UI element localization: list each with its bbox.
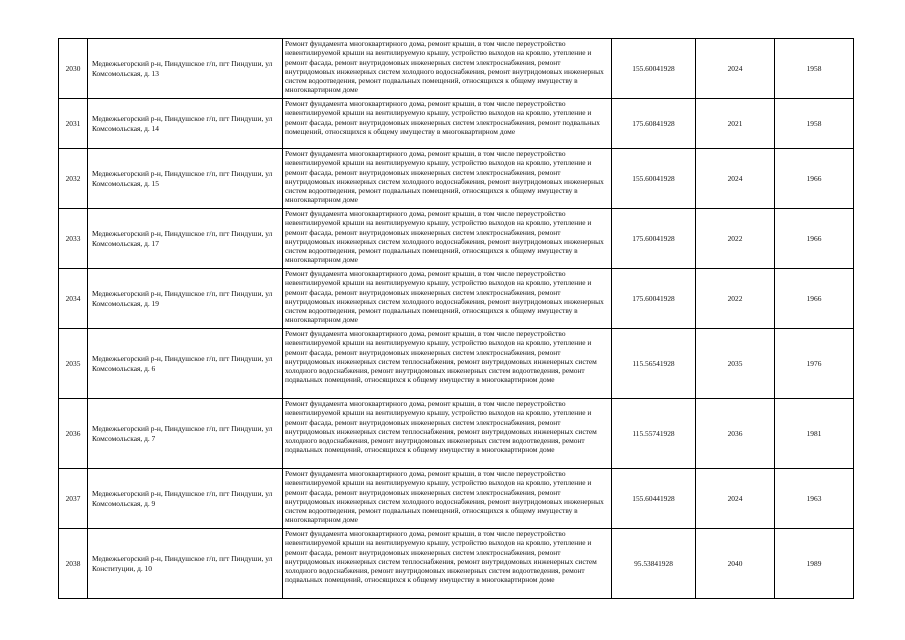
- build-year-cell: 1966: [775, 269, 854, 329]
- address-cell: Медвежьегорский р-н, Пиндушское г/п, пгт Пиндуши, ул Конституции, д. 10: [88, 529, 283, 599]
- row-number: 2033: [59, 209, 88, 269]
- address-cell: Медвежьегорский р-н, Пиндушское г/п, пгт Пиндуши, ул Комсомольская, д. 7: [88, 399, 283, 469]
- planned-year-cell: 2021: [696, 99, 775, 149]
- works-description-cell: Ремонт фундамента многоквартирного дома, ремонт крыши, в том числе переустройство невентилируемой крыши на вентилируемую крышу, устройство выходов на кровлю, утепление и ремонт фасада, ремонт внутридомовых инженерных систем электроснабжения, ремонт внутридомовых инженерных систем холодного водоснабжения, ремонт внутридомовых инженерных систем водоотведения, ремонт подвальных помещений, относящихся к общему имуществу в многоквартирном доме: [283, 469, 612, 529]
- row-number: 2037: [59, 469, 88, 529]
- works-description-cell: Ремонт фундамента многоквартирного дома, ремонт крыши, в том числе переустройство невентилируемой крыши на вентилируемую крышу, устройство выходов на кровлю, утепление и ремонт фасада, ремонт внутридомовых инженерных систем электроснабжения, ремонт внутридомовых инженерных систем теплоснабжения, ремонт внутридомовых инженерных систем холодного водоснабжения, ремонт внутридомовых инженерных систем водоотведения, ремонт подвальных помещений, относящихся к общему имуществу в многоквартирном доме: [283, 529, 612, 599]
- planned-year-cell: 2024: [696, 149, 775, 209]
- planned-year-cell: 2022: [696, 269, 775, 329]
- build-year-cell: 1958: [775, 99, 854, 149]
- table-row: [59, 39, 854, 99]
- table-row: [59, 269, 854, 329]
- table-row: [59, 399, 854, 469]
- table-body: [59, 39, 854, 599]
- table-row: [59, 149, 854, 209]
- build-year-cell: 1963: [775, 469, 854, 529]
- row-number: 2038: [59, 529, 88, 599]
- row-number: 2036: [59, 399, 88, 469]
- table-row: [59, 469, 854, 529]
- planned-year-cell: 2035: [696, 329, 775, 399]
- repair-schedule-table: [58, 38, 854, 599]
- table-row: [59, 329, 854, 399]
- works-description-cell: Ремонт фундамента многоквартирного дома, ремонт крыши, в том числе переустройство невентилируемой крыши на вентилируемую крышу, устройство выходов на кровлю, утепление и ремонт фасада, ремонт внутридомовых инженерных систем электроснабжения, ремонт внутридомовых инженерных систем теплоснабжения, ремонт внутридомовых инженерных систем холодного водоснабжения, ремонт внутридомовых инженерных систем водоотведения, ремонт подвальных помещений, относящихся к общему имуществу в многоквартирном доме: [283, 329, 612, 399]
- works-description-cell: Ремонт фундамента многоквартирного дома, ремонт крыши, в том числе переустройство невентилируемой крыши на вентилируемую крышу, устройство выходов на кровлю, утепление и ремонт фасада, ремонт внутридомовых инженерных систем электроснабжения, ремонт внутридомовых инженерных систем холодного водоснабжения, ремонт внутридомовых инженерных систем водоотведения, ремонт подвальных помещений, относящихся к общему имуществу в многоквартирном доме: [283, 39, 612, 99]
- cost-cell: 155.60041928: [612, 39, 696, 99]
- cost-cell: 115.56541928: [612, 329, 696, 399]
- address-cell: Медвежьегорский р-н, Пиндушское г/п, пгт Пиндуши, ул Комсомольская, д. 13: [88, 39, 283, 99]
- table-row: [59, 99, 854, 149]
- cost-cell: 175.60041928: [612, 209, 696, 269]
- works-description-cell: Ремонт фундамента многоквартирного дома, ремонт крыши, в том числе переустройство невентилируемой крыши на вентилируемую крышу, устройство выходов на кровлю, утепление и ремонт фасада, ремонт внутридомовых инженерных систем электроснабжения, ремонт внутридомовых инженерных систем холодного водоснабжения, ремонт внутридомовых инженерных систем водоотведения, ремонт подвальных помещений, относящихся к общему имуществу в многоквартирном доме: [283, 149, 612, 209]
- row-number: 2034: [59, 269, 88, 329]
- address-cell: Медвежьегорский р-н, Пиндушское г/п, пгт Пиндуши, ул Комсомольская, д. 9: [88, 469, 283, 529]
- build-year-cell: 1966: [775, 209, 854, 269]
- row-number: 2035: [59, 329, 88, 399]
- cost-cell: 155.60041928: [612, 149, 696, 209]
- build-year-cell: 1958: [775, 39, 854, 99]
- cost-cell: 155.60441928: [612, 469, 696, 529]
- row-number: 2032: [59, 149, 88, 209]
- planned-year-cell: 2024: [696, 39, 775, 99]
- address-cell: Медвежьегорский р-н, Пиндушское г/п, пгт Пиндуши, ул Комсомольская, д. 14: [88, 99, 283, 149]
- planned-year-cell: 2022: [696, 209, 775, 269]
- cost-cell: 175.60841928: [612, 99, 696, 149]
- row-number: 2031: [59, 99, 88, 149]
- address-cell: Медвежьегорский р-н, Пиндушское г/п, пгт Пиндуши, ул Комсомольская, д. 19: [88, 269, 283, 329]
- cost-cell: 115.55741928: [612, 399, 696, 469]
- table-row: [59, 209, 854, 269]
- address-cell: Медвежьегорский р-н, Пиндушское г/п, пгт Пиндуши, ул Комсомольская, д. 6: [88, 329, 283, 399]
- build-year-cell: 1976: [775, 329, 854, 399]
- address-cell: Медвежьегорский р-н, Пиндушское г/п, пгт Пиндуши, ул Комсомольская, д. 15: [88, 149, 283, 209]
- planned-year-cell: 2024: [696, 469, 775, 529]
- works-description-cell: Ремонт фундамента многоквартирного дома, ремонт крыши, в том числе переустройство невентилируемой крыши на вентилируемую крышу, устройство выходов на кровлю, утепление и ремонт фасада, ремонт внутридомовых инженерных систем электроснабжения, ремонт внутридомовых инженерных систем холодного водоснабжения, ремонт внутридомовых инженерных систем водоотведения, ремонт подвальных помещений, относящихся к общему имуществу в многоквартирном доме: [283, 209, 612, 269]
- works-description-cell: Ремонт фундамента многоквартирного дома, ремонт крыши, в том числе переустройство невентилируемой крыши на вентилируемую крышу, устройство выходов на кровлю, утепление и ремонт фасада, ремонт внутридомовых инженерных систем электроснабжения, ремонт подвальных помещений, относящихся к общему имуществу в многоквартирном доме: [283, 99, 612, 149]
- cost-cell: 175.60041928: [612, 269, 696, 329]
- build-year-cell: 1989: [775, 529, 854, 599]
- build-year-cell: 1981: [775, 399, 854, 469]
- planned-year-cell: 2040: [696, 529, 775, 599]
- build-year-cell: 1966: [775, 149, 854, 209]
- row-number: 2030: [59, 39, 88, 99]
- address-cell: Медвежьегорский р-н, Пиндушское г/п, пгт Пиндуши, ул Комсомольская, д. 17: [88, 209, 283, 269]
- works-description-cell: Ремонт фундамента многоквартирного дома, ремонт крыши, в том числе переустройство невентилируемой крыши на вентилируемую крышу, устройство выходов на кровлю, утепление и ремонт фасада, ремонт внутридомовых инженерных систем электроснабжения, ремонт внутридомовых инженерных систем холодного водоснабжения, ремонт внутридомовых инженерных систем водоотведения, ремонт подвальных помещений, относящихся к общему имуществу в многоквартирном доме: [283, 269, 612, 329]
- works-description-cell: Ремонт фундамента многоквартирного дома, ремонт крыши, в том числе переустройство невентилируемой крыши на вентилируемую крышу, устройство выходов на кровлю, утепление и ремонт фасада, ремонт внутридомовых инженерных систем электроснабжения, ремонт внутридомовых инженерных систем теплоснабжения, ремонт внутридомовых инженерных систем холодного водоснабжения, ремонт внутридомовых инженерных систем водоотведения, ремонт подвальных помещений, относящихся к общему имуществу в многоквартирном доме: [283, 399, 612, 469]
- planned-year-cell: 2036: [696, 399, 775, 469]
- table-row: [59, 529, 854, 599]
- cost-cell: 95.53841928: [612, 529, 696, 599]
